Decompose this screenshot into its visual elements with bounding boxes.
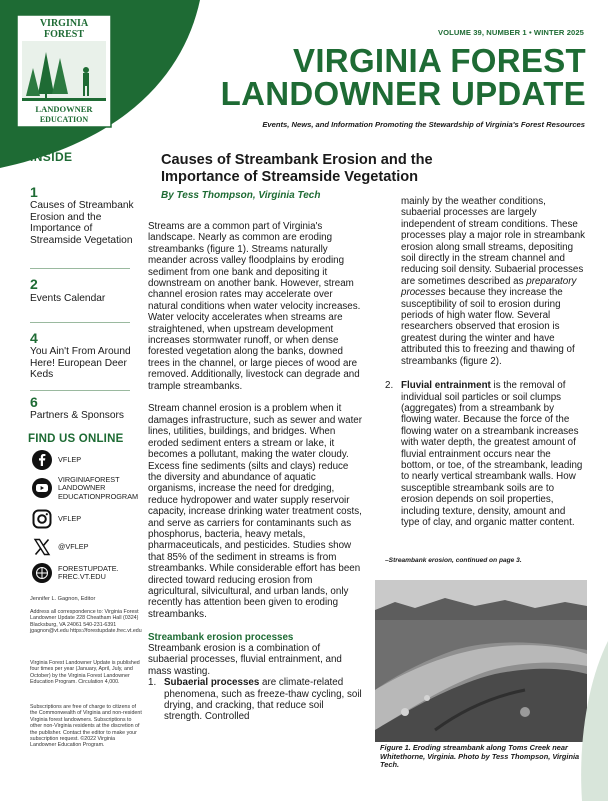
logo-text-forest: FOREST bbox=[43, 29, 85, 40]
toc-item-events-calendar[interactable]: Events Calendar bbox=[30, 293, 106, 304]
tagline: Events, News, and Information Promoting the Stewardship of Virginia's Forest Resources bbox=[262, 120, 585, 129]
paragraph: Stream channel erosion is a problem when it damages infrastructure, such as sewer and water lines, utilities, buildings, and bridges. When eroded sediment enters a stream or lake, it becomes a pollutant, making the water cloudy. Excess fine sediments (silts and clays) reduce the diversity and abundance of aquatic organisms, increase the need for dredging, reduce hydropower and water supply reservoir capacity, increase drinking water treatment costs, and serve as carriers for contaminants such as phosphorus, bacteria, heavy metals, pharmaceuticals, and pesticides. Studies show that 85% of the sediment in streams is from streambanks. While considerable effort has been directed toward reducing erosion from agricultural, silvicultural, and urban lands, only recently has attention been given to eroding streambanks. bbox=[148, 403, 363, 620]
divider bbox=[30, 390, 130, 391]
social-label: VFLEP bbox=[58, 513, 82, 523]
find-us-heading: FIND US ONLINE bbox=[28, 433, 124, 445]
paragraph-text: mainly by the weather conditions, subaerial processes are largely independent of stream conditions. These processes play a major role in streambank erosion along small streams, depositing soil directly in the stream channel and reducing soil density. Subaerial processes are sometimes described as bbox=[401, 196, 586, 287]
youtube-icon bbox=[32, 478, 52, 498]
list-item bbox=[385, 380, 586, 528]
social-label: FORESTUPDATE. FREC.VT.EDU bbox=[58, 563, 119, 581]
toc-item-streambank-erosion[interactable]: Causes of Streambank Erosion and the Importance of Streamside Vegetation bbox=[30, 200, 134, 246]
logo-text-virginia: VIRGINIA bbox=[39, 18, 89, 29]
mailing-address: Address all correspondence to: Virginia Forest Landowner Update 228 Cheatham Hall (0324) Blacksburg, VA 24061 540-231-6391 jgagnon@vt.edu https://forestupdate.frec.vt.edu bbox=[30, 609, 142, 635]
title-line-2: LANDOWNER UPDATE bbox=[220, 75, 586, 112]
list-term: Subaerial processes bbox=[164, 677, 260, 689]
streambank-photo bbox=[375, 580, 587, 742]
article-title: Causes of Streambank Erosion and the Importance of Streamside Vegetation bbox=[161, 152, 433, 185]
divider bbox=[30, 322, 130, 323]
section-subhead: Streambank erosion processes bbox=[148, 631, 294, 643]
toc-number: 4 bbox=[30, 330, 38, 346]
social-label: VIRGINIAFOREST LANDOWNER EDUCATIONPROGRAM bbox=[58, 475, 139, 501]
emphasis: preparatory processes bbox=[401, 275, 577, 299]
logo-text-education: EDUCATION bbox=[39, 115, 89, 124]
subscription-info: Subscriptions are free of charge to citizens of the Commonwealth of Virginia and non-resident Virginia forest landowners. Subscriptions to other non-Virginia residents at the discretion of the publisher. Contact the editor to make your subscription request. ©2022 Virginia Landowner Education Program. bbox=[30, 704, 142, 749]
x-icon bbox=[32, 537, 52, 557]
social-label: VFLEP bbox=[58, 454, 82, 464]
list-text: are climate-related phenomena, such as freeze-thaw cycling, soil drying, and cracking, that reduce soil strength. Controlled bbox=[164, 677, 362, 723]
toc-number: 1 bbox=[30, 184, 38, 200]
article-column-1 bbox=[148, 221, 362, 723]
paragraph-text: because they increase the susceptibility of soil to erosion during periods of high water flow. Several researchers observed that erosion is greatest during the winter and have attributed this to freezing and thawing of streambanks (figure 2). bbox=[401, 287, 575, 367]
social-label: @VFLEP bbox=[58, 541, 89, 551]
list-term: Fluvial entrainment bbox=[401, 380, 491, 392]
paragraph bbox=[385, 196, 586, 367]
vflep-logo bbox=[16, 14, 112, 128]
logo-text-landowner: LANDOWNER bbox=[35, 104, 93, 114]
website-icon bbox=[32, 563, 52, 583]
inside-heading: INSIDE bbox=[30, 150, 73, 164]
social-facebook[interactable] bbox=[32, 450, 81, 470]
newsletter-title bbox=[214, 44, 586, 110]
social-website[interactable] bbox=[32, 563, 128, 583]
social-x[interactable] bbox=[32, 537, 89, 557]
paragraph: Streambank erosion is a combination of subaerial processes, fluvial entrainment, and mass wasting. bbox=[148, 643, 342, 677]
list-item bbox=[148, 677, 362, 723]
instagram-icon bbox=[32, 509, 52, 529]
divider bbox=[30, 268, 130, 269]
continued-note[interactable]: –Streambank erosion, continued on page 3. bbox=[385, 557, 522, 564]
social-youtube[interactable] bbox=[32, 476, 138, 501]
list-number: 2. bbox=[385, 380, 394, 392]
article-byline: By Tess Thompson, Virginia Tech bbox=[161, 190, 321, 201]
list-text: is the removal of individual soil particles or soil clumps (aggregates) from a streambank by flowing water. Because the force of the flowing water on a streambank increases with water depth, the greatest amount of fluvial entrainment occurs near the bottom, or toe, of the streambank, leading to nearly vertical streambank walls. How susceptible streambank soils are to erosion depends on soil properties, including texture, density, amount and type of clay, and organic matter content. bbox=[401, 380, 583, 528]
logo-landowner-figure-icon bbox=[83, 67, 89, 73]
figure-caption: Figure 1. Eroding streambank along Toms Creek near Whitethorne, Virginia. Photo by Tess Thompson, Virginia Tech. bbox=[380, 743, 580, 770]
article-column-2 bbox=[385, 196, 586, 528]
paragraph: Streams are a common part of Virginia's landscape. Nearly as common are eroding streambanks (figure 1). Streams naturally meander across valley floodplains by eroding sediment from one bank and depositing it downstream on another bank. However, stream channel erosion rates may accelerate over natural conditions when water velocity increases. Water velocity accelerates when streams are straightened, when upstream development increases stormwater runoff, or when dense forested vegetation along the banks, downed trees in the channel, or large pieces of wood are removed. Additionally, livestock can degrade and trample streambanks. bbox=[148, 221, 361, 392]
editor-name: Jennifer L. Gagnon, Editor bbox=[30, 596, 96, 602]
toc-item-partners-sponsors[interactable]: Partners & Sponsors bbox=[30, 410, 124, 421]
title-line-1: VIRGINIA FOREST bbox=[293, 42, 586, 79]
toc-number: 6 bbox=[30, 394, 38, 410]
publication-info: Virginia Forest Landowner Update is published four times per year (January, April, July, and October) by the Virginia Forest Landowner Education Program. Circulation 4,000. bbox=[30, 660, 140, 686]
issue-info: VOLUME 39, NUMBER 1 • WINTER 2025 bbox=[437, 28, 584, 37]
toc-number: 2 bbox=[30, 276, 38, 292]
corner-accent bbox=[568, 641, 608, 801]
social-instagram[interactable] bbox=[32, 509, 81, 529]
toc-item-deer-keds[interactable]: You Ain't From Around Here! European Deer Keds bbox=[30, 346, 131, 381]
list-number: 1. bbox=[148, 677, 157, 689]
facebook-icon bbox=[32, 450, 52, 470]
